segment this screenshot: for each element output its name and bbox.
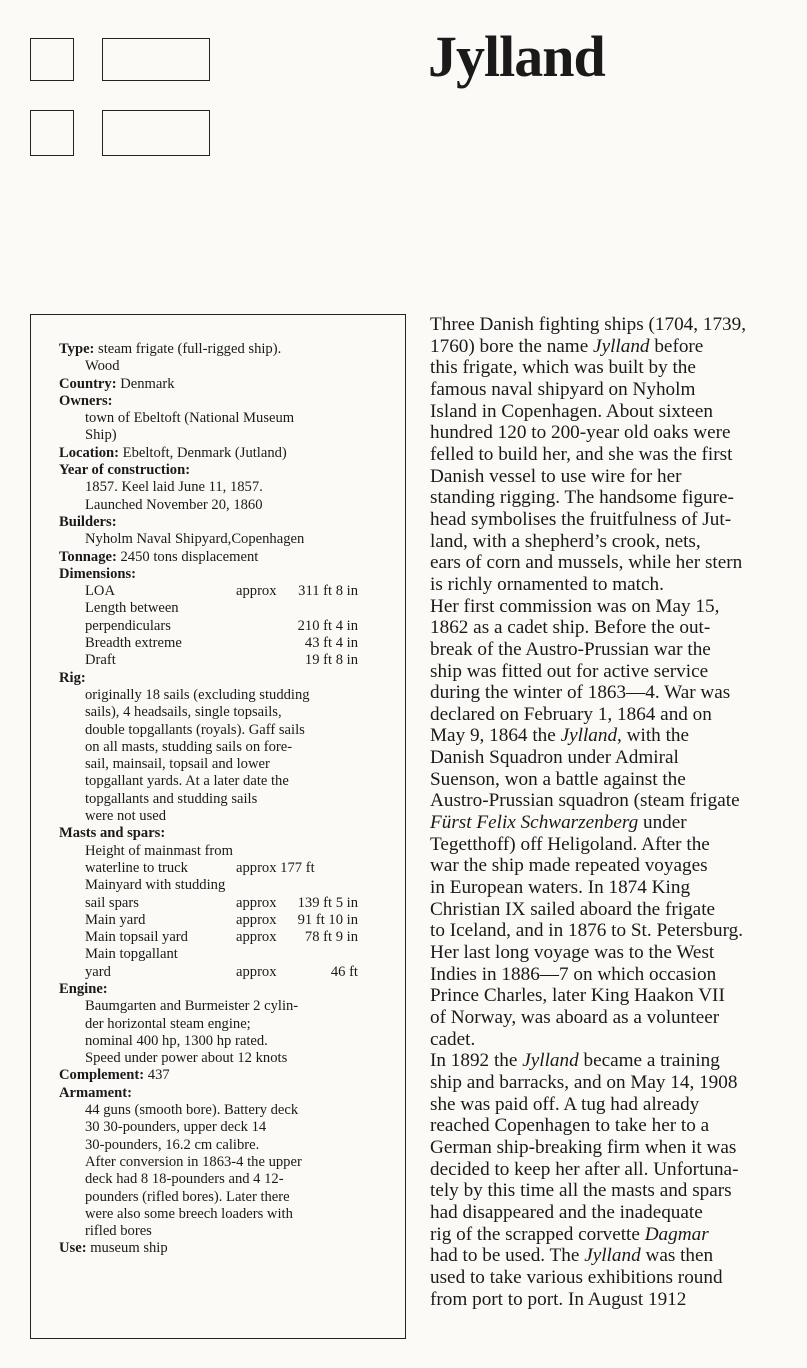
- spec-text: originally 18 sails (excluding studding: [85, 686, 310, 703]
- spec-text: topgallant yards. At a later date the: [85, 773, 289, 790]
- spec-text: steam frigate (full-rigged ship).: [94, 341, 282, 357]
- article-line: [430, 747, 800, 769]
- spec-value: 139 ft 5 in: [297, 894, 358, 911]
- spec-text: rifled bores: [85, 1223, 152, 1240]
- spec-text: sails), 4 headsails, single topsails,: [85, 704, 282, 721]
- spec-row: [59, 929, 384, 946]
- spec-approx: approx: [236, 929, 277, 946]
- spec-row: [59, 376, 384, 393]
- article-line: [430, 704, 800, 726]
- spec-row: [59, 358, 384, 375]
- spec-text: topgallants and studding sails: [85, 790, 258, 807]
- spec-text: Nyholm Naval Shipyard,Copenhagen: [85, 531, 305, 548]
- spec-text: 44 guns (smooth bore). Battery deck: [85, 1102, 299, 1119]
- article-text: 1760) bore the name: [430, 335, 594, 357]
- spec-text: der horizontal steam engine;: [85, 1015, 251, 1032]
- spec-text: double topgallants (royals). Gaff sails: [85, 721, 305, 738]
- spec-heading: Masts and spars:: [59, 825, 166, 842]
- spec-row: [59, 1137, 384, 1154]
- article-text: cadet.: [430, 1028, 476, 1050]
- spec-row: [59, 1154, 384, 1171]
- spec-heading: Builders:: [59, 513, 117, 530]
- article-line: [430, 357, 800, 379]
- article-line: [430, 1159, 800, 1181]
- spec-text: perpendiculars: [85, 617, 171, 634]
- spec-row: [59, 1223, 384, 1240]
- article-text: In 1892 the: [430, 1050, 523, 1072]
- article-line: [430, 855, 800, 877]
- ship-name-italic: Jylland,: [560, 725, 622, 747]
- spec-row: [59, 445, 384, 462]
- article-line: [430, 1137, 800, 1159]
- spec-value: 91 ft 10 in: [297, 911, 358, 928]
- article-line: [430, 1050, 800, 1072]
- spec-row: [59, 1067, 384, 1084]
- spec-heading: Complement:: [59, 1067, 145, 1084]
- article-text: to Iceland, and in 1876 to St. Petersburg.: [430, 920, 743, 942]
- article-text: during the winter of 1863—4. War was: [430, 682, 731, 704]
- spec-row: [59, 393, 384, 410]
- spec-text: deck had 8 18-pounders and 4 12-: [85, 1171, 284, 1188]
- article-text: with the: [621, 725, 690, 747]
- spec-value: 210 ft 4 in: [297, 617, 358, 634]
- article-text: standing rigging. The handsome figure-: [430, 487, 734, 509]
- article-line: [430, 509, 800, 531]
- page-title: Jylland: [428, 24, 605, 89]
- article-line: [430, 1115, 800, 1137]
- spec-text: Main topsail yard: [85, 929, 188, 946]
- article-text: this frigate, which was built by the: [430, 357, 696, 379]
- spec-row: [59, 1206, 384, 1223]
- spec-row: [59, 566, 384, 583]
- article-text: had to be used. The: [430, 1245, 585, 1267]
- spec-text: Height of mainmast from: [85, 842, 233, 859]
- article-text: in European waters. In 1874 King: [430, 877, 691, 899]
- spec-row: [59, 427, 384, 444]
- spec-value: 311 ft 8 in: [298, 583, 358, 600]
- spec-row: [59, 981, 384, 998]
- spec-value: 46 ft: [330, 963, 358, 980]
- spec-text: Ebeltoft, Denmark (Jutland): [119, 444, 287, 461]
- article-line: [430, 1289, 800, 1311]
- article-line: [430, 920, 800, 942]
- spec-row: [59, 998, 384, 1015]
- spec-text: Main yard: [85, 911, 146, 928]
- spec-row: [59, 687, 384, 704]
- spec-row: [59, 722, 384, 739]
- spec-row: [59, 1016, 384, 1033]
- spec-approx: approx 177 ft: [236, 859, 315, 876]
- article-text: Christian IX sailed aboard the frigate: [430, 898, 716, 920]
- article-text: had disappeared and the inadequate: [430, 1201, 703, 1223]
- spec-heading: Owners:: [59, 392, 113, 409]
- article-text: reached Copenhagen to take her to a: [430, 1115, 710, 1137]
- spec-text: were also some breech loaders with: [85, 1205, 293, 1222]
- spec-row: [59, 1033, 384, 1050]
- article-text: became a training: [578, 1050, 720, 1072]
- article-text: Indies in 1886—7 on which occasion: [430, 963, 717, 985]
- ship-name-italic: Jylland: [593, 335, 650, 357]
- flag-box-small-top: [30, 38, 74, 81]
- article-line: [430, 790, 800, 812]
- article-line: [430, 574, 800, 596]
- article-text: ship and barracks, and on May 14, 1908: [430, 1071, 738, 1093]
- spec-text: pounders (rifled bores). Later there: [85, 1188, 290, 1205]
- article-line: [430, 985, 800, 1007]
- spec-text: on all masts, studding sails on fore-: [85, 738, 293, 755]
- article-text: Her last long voyage was to the West: [430, 942, 715, 964]
- spec-approx: approx: [236, 963, 277, 980]
- spec-row: [59, 462, 384, 479]
- article-line: [430, 1007, 800, 1029]
- spec-text: LOA: [85, 583, 115, 600]
- spec-row: [59, 739, 384, 756]
- spec-row: [59, 583, 384, 600]
- article-line: [430, 942, 800, 964]
- spec-value: 78 ft 9 in: [304, 929, 358, 946]
- flag-box-wide-bottom: [102, 110, 210, 156]
- spec-row: [59, 600, 384, 617]
- ship-name-italic: Fürst Felix Schwarzenberg: [430, 812, 639, 834]
- flag-box-small-bottom: [30, 110, 74, 156]
- spec-text: Main topgallant: [85, 946, 178, 963]
- article-line: [430, 1029, 800, 1051]
- history-article: [430, 314, 800, 1310]
- article-text: Austro-Prussian squadron (steam frigate: [430, 790, 740, 812]
- spec-heading: Engine:: [59, 980, 108, 997]
- spec-row: [59, 652, 384, 669]
- spec-row: [59, 514, 384, 531]
- ship-name-italic: Jylland: [584, 1245, 641, 1267]
- spec-text: sail spars: [85, 894, 139, 911]
- article-text: famous naval shipyard on Nyholm: [430, 378, 696, 400]
- spec-text: Breadth extreme: [85, 635, 182, 652]
- article-line: [430, 466, 800, 488]
- spec-row: [59, 791, 384, 808]
- article-line: [430, 964, 800, 986]
- spec-heading: Rig:: [59, 669, 86, 686]
- article-text: Danish Squadron under Admiral: [430, 747, 679, 769]
- spec-text: Wood: [85, 358, 120, 375]
- spec-text: 437: [144, 1067, 170, 1084]
- specifications-panel: [30, 314, 406, 1339]
- spec-row: [59, 912, 384, 929]
- article-text: Three Danish fighting ships (1704, 1739,: [430, 314, 747, 335]
- article-line: [430, 1180, 800, 1202]
- article-line: [430, 422, 800, 444]
- spec-approx: approx: [236, 894, 277, 911]
- article-line: [430, 336, 800, 358]
- spec-row: [59, 531, 384, 548]
- spec-row: [59, 1050, 384, 1067]
- spec-text: Ship): [85, 427, 117, 444]
- spec-heading: Country:: [59, 375, 117, 392]
- article-text: ears of corn and mussels, while her stern: [430, 552, 743, 574]
- spec-row: [59, 1240, 384, 1257]
- article-text: Her first commission was on May 15,: [430, 595, 720, 617]
- spec-text: nominal 400 hp, 1300 hp rated.: [85, 1032, 268, 1049]
- spec-text: After conversion in 1863-4 the upper: [85, 1153, 302, 1170]
- spec-row: [59, 843, 384, 860]
- spec-text: Baumgarten and Burmeister 2 cylin-: [85, 998, 299, 1015]
- article-text: was then: [640, 1245, 714, 1267]
- article-text: German ship-breaking firm when it was: [430, 1136, 737, 1158]
- article-line: [430, 682, 800, 704]
- spec-text: 1857. Keel laid June 11, 1857.: [85, 479, 263, 496]
- article-line: [430, 1202, 800, 1224]
- article-line: [430, 725, 800, 747]
- article-line: [430, 487, 800, 509]
- article-text: head symbolises the fruitfulness of Jut-: [430, 508, 732, 530]
- spec-approx: approx: [236, 911, 277, 928]
- article-line: [430, 877, 800, 899]
- article-line: [430, 617, 800, 639]
- article-text: of Norway, was aboard as a volunteer: [430, 1007, 720, 1028]
- spec-text: 30 30-pounders, upper deck 14: [85, 1119, 267, 1136]
- spec-text: Length between: [85, 600, 179, 617]
- spec-row: [59, 877, 384, 894]
- spec-row: [59, 964, 384, 981]
- spec-row: [59, 1085, 384, 1102]
- spec-row: [59, 895, 384, 912]
- spec-row: [59, 479, 384, 496]
- article-line: [430, 531, 800, 553]
- spec-row: [59, 808, 384, 825]
- article-text: used to take various exhibitions round: [430, 1266, 723, 1288]
- article-text: she was paid off. A tug had already: [430, 1093, 700, 1115]
- spec-row: [59, 756, 384, 773]
- spec-text: Denmark: [116, 375, 175, 392]
- article-text: break of the Austro-Prussian war the: [430, 638, 711, 660]
- spec-text: Launched November 20, 1860: [85, 496, 263, 513]
- spec-row: [59, 410, 384, 427]
- spec-heading: Dimensions:: [59, 565, 137, 582]
- spec-value: 43 ft 4 in: [304, 635, 358, 652]
- spec-heading: Armament:: [59, 1084, 132, 1101]
- article-text: Tegetthoff) off Heligoland. After the: [430, 833, 710, 855]
- spec-row: [59, 773, 384, 790]
- spec-text: were not used: [85, 808, 167, 825]
- spec-heading: Use:: [59, 1240, 87, 1257]
- article-text: is richly ornamented to match.: [430, 573, 664, 595]
- article-line: [430, 596, 800, 618]
- article-text: Suenson, won a battle against the: [430, 768, 686, 790]
- spec-text: town of Ebeltoft (National Museum: [85, 410, 295, 427]
- spec-text: Speed under power about 12 knots: [85, 1050, 288, 1067]
- spec-row: [59, 1102, 384, 1119]
- article-line: [430, 812, 800, 834]
- spec-row: [59, 549, 384, 566]
- article-text: rig of the scrapped corvette: [430, 1223, 645, 1245]
- article-text: Danish vessel to use wire for her: [430, 465, 682, 487]
- spec-row: [59, 946, 384, 963]
- spec-row: [59, 1189, 384, 1206]
- spec-row: [59, 497, 384, 514]
- spec-row: [59, 704, 384, 721]
- article-text: Prince Charles, later King Haakon VII: [430, 985, 725, 1007]
- spec-row: [59, 341, 384, 358]
- article-line: [430, 314, 800, 336]
- specifications-list: [59, 341, 384, 1258]
- spec-text: museum ship: [86, 1240, 168, 1257]
- spec-row: [59, 825, 384, 842]
- article-text: war the ship made repeated voyages: [430, 855, 708, 877]
- article-text: before: [649, 335, 704, 357]
- spec-text: yard: [85, 963, 111, 980]
- spec-text: Draft: [85, 652, 116, 669]
- article-line: [430, 401, 800, 423]
- spec-approx: approx: [236, 583, 277, 600]
- spec-text: sail, mainsail, topsail and lower: [85, 756, 270, 773]
- article-text: tely by this time all the masts and spars: [430, 1180, 732, 1202]
- spec-heading: Type:: [59, 341, 95, 357]
- spec-heading: Tonnage:: [59, 548, 117, 565]
- spec-value: 19 ft 8 in: [304, 652, 358, 669]
- article-line: [430, 444, 800, 466]
- ship-name-italic: Jylland: [522, 1050, 579, 1072]
- article-text: under: [638, 812, 687, 834]
- article-text: land, with a shepherd’s crook, nets,: [430, 530, 701, 552]
- spec-row: [59, 618, 384, 635]
- article-line: [430, 1224, 800, 1246]
- article-line: [430, 379, 800, 401]
- article-line: [430, 1267, 800, 1289]
- spec-row: [59, 1171, 384, 1188]
- article-text: May 9, 1864 the: [430, 725, 561, 747]
- article-line: [430, 1245, 800, 1267]
- article-text: from port to port. In August 1912: [430, 1288, 687, 1310]
- article-line: [430, 899, 800, 921]
- spec-text: 2450 tons displacement: [116, 548, 259, 565]
- flag-box-wide-top: [102, 38, 210, 81]
- article-text: decided to keep her after all. Unfortuna-: [430, 1158, 739, 1180]
- spec-heading: Location:: [59, 444, 119, 461]
- article-text: hundred 120 to 200-year old oaks were: [430, 422, 731, 444]
- spec-row: [59, 635, 384, 652]
- article-line: [430, 834, 800, 856]
- article-line: [430, 661, 800, 683]
- ship-name-italic: Dagmar: [644, 1223, 709, 1245]
- article-line: [430, 639, 800, 661]
- article-line: [430, 769, 800, 791]
- spec-text: waterline to truck: [85, 859, 188, 876]
- article-text: 1862 as a cadet ship. Before the out-: [430, 617, 711, 639]
- article-text: felled to build her, and she was the first: [430, 443, 733, 465]
- article-text: ship was fitted out for active service: [430, 660, 709, 682]
- spec-text: Mainyard with studding: [85, 877, 226, 894]
- article-line: [430, 1094, 800, 1116]
- article-line: [430, 1072, 800, 1094]
- spec-row: [59, 860, 384, 877]
- article-text: Island in Copenhagen. About sixteen: [430, 400, 713, 422]
- spec-text: 30-pounders, 16.2 cm calibre.: [85, 1136, 260, 1153]
- article-line: [430, 552, 800, 574]
- article-text: declared on February 1, 1864 and on: [430, 703, 712, 725]
- spec-row: [59, 1119, 384, 1136]
- spec-heading: Year of construction:: [59, 462, 191, 479]
- spec-row: [59, 670, 384, 687]
